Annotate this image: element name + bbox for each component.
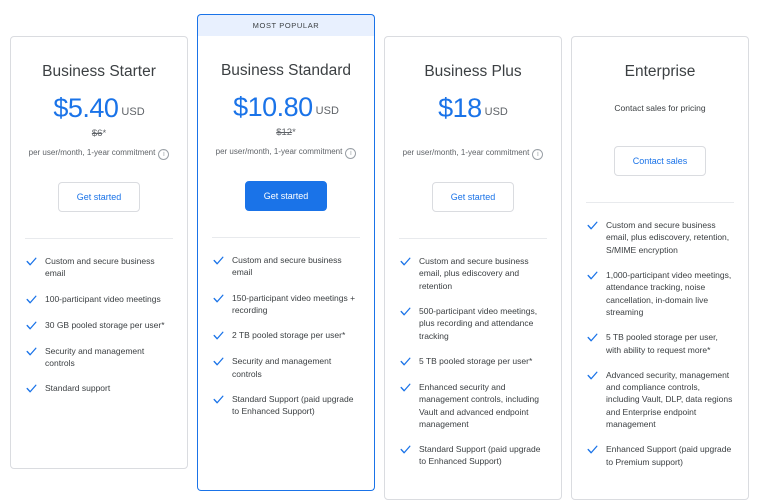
feature-text: Enhanced security and management controls, including Vault and advanced endpoint management xyxy=(419,381,540,429)
feature-item xyxy=(25,319,173,332)
check-icon xyxy=(212,329,225,342)
feature-text: Standard support xyxy=(45,383,111,394)
plan-terms: per user/month, 1-year commitment i xyxy=(212,147,360,159)
feature-text: 1,000-participant video meetings, attendance tracking, noise cancellation, in-domain live streaming xyxy=(606,269,732,317)
info-icon[interactable]: i xyxy=(345,148,356,159)
check-icon xyxy=(25,319,38,332)
feature-text: 2 TB pooled storage per user* xyxy=(232,330,346,341)
plan-card-business-starter xyxy=(10,36,188,469)
plan-column-business-standard xyxy=(197,14,375,491)
plan-currency: USD xyxy=(484,106,508,118)
feature-text: Enhanced Support (paid upgrade to Premium support) xyxy=(606,444,732,467)
plan-price-row xyxy=(212,94,360,121)
feature-text: 5 TB pooled storage per user* xyxy=(419,355,533,366)
feature-text: 150-participant video meetings + recording xyxy=(232,292,356,315)
check-icon xyxy=(586,369,599,382)
check-icon xyxy=(399,355,412,368)
check-icon xyxy=(212,355,225,368)
feature-text: 5 TB pooled storage per user, with ability to request more* xyxy=(606,332,718,355)
plan-price-row xyxy=(25,95,173,122)
feature-item xyxy=(212,292,360,317)
most-popular-badge: MOST POPULAR xyxy=(197,14,375,36)
check-icon xyxy=(399,443,412,456)
plan-terms: per user/month, 1-year commitment i xyxy=(25,148,173,160)
info-icon[interactable]: i xyxy=(532,149,543,160)
plan-cta-wrap xyxy=(25,182,173,212)
plan-title: Business Plus xyxy=(424,63,522,80)
feature-item xyxy=(212,355,360,380)
feature-text: Standard Support (paid upgrade to Enhanced Support) xyxy=(232,393,354,417)
feature-item xyxy=(586,369,734,431)
feature-text: Advanced security, management and compliance controls, including Vault, DLP, data regions and Enterprise endpoint management xyxy=(606,369,733,430)
feature-item xyxy=(586,443,734,468)
check-icon xyxy=(212,254,225,267)
info-icon[interactable]: i xyxy=(158,149,169,160)
feature-item xyxy=(586,269,734,318)
contact-sales-button[interactable]: Contact sales xyxy=(614,146,707,176)
get-started-button[interactable]: Get started xyxy=(245,181,328,211)
feature-item xyxy=(399,305,547,342)
plan-card-business-plus xyxy=(384,36,562,500)
plan-title: Enterprise xyxy=(624,63,696,80)
plan-features xyxy=(586,202,734,468)
feature-text: Security and management controls xyxy=(232,356,332,379)
feature-item xyxy=(212,393,360,418)
feature-text: Standard Support (paid upgrade to Enhanced Support) xyxy=(419,444,541,467)
feature-item xyxy=(212,254,360,279)
feature-text: Security and management controls xyxy=(45,345,145,368)
plan-currency: USD xyxy=(121,106,145,118)
plan-column-business-plus xyxy=(384,14,562,500)
feature-text: 500-participant video meetings, plus recording and attendance tracking xyxy=(419,305,538,341)
check-icon xyxy=(212,292,225,305)
check-icon xyxy=(25,345,38,358)
plan-price: $5.40 xyxy=(53,93,119,123)
check-icon xyxy=(586,219,599,232)
check-icon xyxy=(586,331,599,344)
feature-item xyxy=(25,382,173,395)
plan-features xyxy=(25,238,173,395)
plan-price: $18 xyxy=(438,93,482,123)
check-icon xyxy=(586,443,599,456)
most-popular-badge-slot xyxy=(197,14,375,36)
plan-features xyxy=(399,238,547,468)
feature-text: 30 GB pooled storage per user* xyxy=(45,319,165,330)
feature-item xyxy=(399,255,547,292)
feature-item xyxy=(25,255,173,280)
check-icon xyxy=(586,269,599,282)
get-started-button[interactable]: Get started xyxy=(432,182,515,212)
feature-text: 100-participant video meetings xyxy=(45,293,161,304)
plan-title: Business Starter xyxy=(42,63,156,80)
feature-text: Custom and secure business email xyxy=(232,255,342,278)
get-started-button[interactable]: Get started xyxy=(58,182,141,212)
plan-card-business-standard xyxy=(197,36,375,491)
feature-item xyxy=(399,443,547,468)
feature-text: Custom and secure business email, plus ediscovery, retention, S/MIME encryption xyxy=(606,220,730,255)
plan-column-enterprise xyxy=(571,14,749,500)
check-icon xyxy=(25,255,38,268)
feature-text: Custom and secure business email, plus ediscovery and retention xyxy=(419,256,529,291)
check-icon xyxy=(399,305,412,318)
feature-item xyxy=(399,381,547,430)
plan-price: $10.80 xyxy=(233,92,313,122)
plan-terms: per user/month, 1-year commitment i xyxy=(399,148,547,160)
plan-old-price: $6* xyxy=(91,128,107,139)
plan-currency: USD xyxy=(315,105,339,117)
feature-item xyxy=(399,355,547,368)
plan-price-row xyxy=(399,95,547,122)
plan-cta-wrap xyxy=(399,182,547,212)
plan-cta-wrap xyxy=(586,146,734,176)
feature-item xyxy=(586,219,734,256)
check-icon xyxy=(25,293,38,306)
check-icon xyxy=(399,381,412,394)
feature-item xyxy=(25,293,173,306)
check-icon xyxy=(212,393,225,406)
check-icon xyxy=(25,382,38,395)
plan-column-business-starter xyxy=(10,14,188,469)
plan-title: Business Standard xyxy=(220,62,352,79)
feature-text: Custom and secure business email xyxy=(45,256,155,279)
feature-item xyxy=(25,345,173,370)
plan-card-enterprise xyxy=(571,36,749,500)
contact-sales-note: Contact sales for pricing xyxy=(614,103,706,113)
check-icon xyxy=(399,255,412,268)
feature-item xyxy=(212,329,360,342)
plan-features xyxy=(212,237,360,418)
plan-old-price: $12* xyxy=(276,127,296,138)
feature-item xyxy=(586,331,734,356)
plan-cta-wrap xyxy=(212,181,360,211)
